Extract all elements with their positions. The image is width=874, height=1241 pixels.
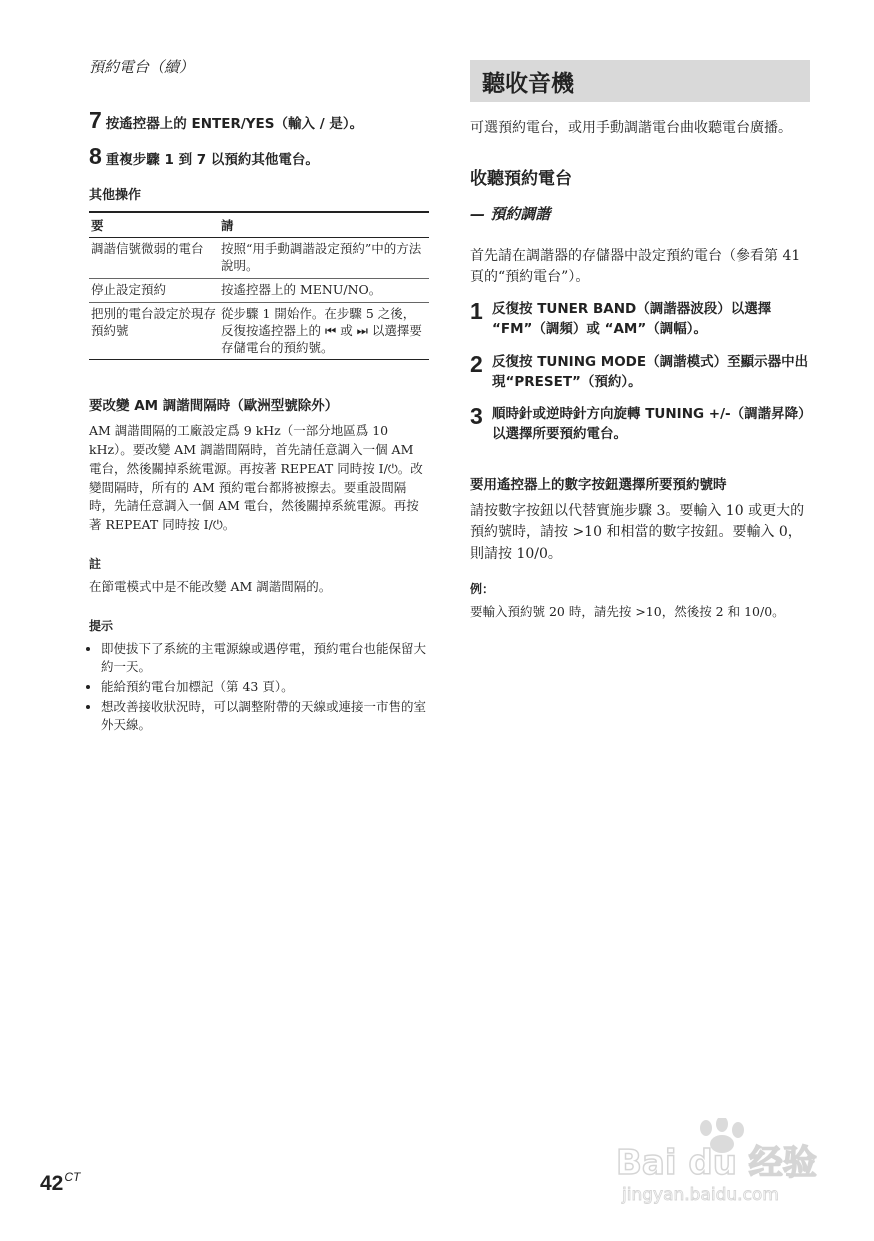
left-column xyxy=(89,56,429,736)
pre-text: 首先請在調諧器的存儲器中設定預約電台（參看第 41 頁的“預約電台”）。 xyxy=(470,247,801,286)
table-cell: 調諧信號微弱的電台 xyxy=(89,238,219,279)
table-cell: 把別的電台設定於現存預約號 xyxy=(89,302,219,360)
step-number: 1 xyxy=(470,298,483,325)
page-number xyxy=(40,1170,80,1196)
note-body: 在節電模式中是不能改變 AM 調諧間隔的。 xyxy=(89,578,332,594)
am-interval-body: AM 調諧間隔的工廠設定爲 9 kHz（一部分地區爲 10 kHz）。要改變 AM 調諧間隔時，首先請任意調入一個 AM 電台，然後關掉系統電源。再按著 REPEAT 同時按 I/⏻。改變間隔時，所有的 AM 預約電台都將被擦去。要重設間隔時，先請任意調入一個 AM 電台，然後關掉系統電源。再按著 REPEAT 同時按 I/⏻。 xyxy=(89,423,423,533)
step-number: 7 xyxy=(89,107,102,133)
step-7 xyxy=(89,109,429,135)
table-cell: 按遙控器上的 MENU/NO。 xyxy=(219,278,429,302)
right-column xyxy=(470,60,810,621)
baidu-watermark xyxy=(612,1118,832,1204)
step-1 xyxy=(470,299,810,340)
list-item: • 能給預約電台加標記（第 43 頁）。 xyxy=(101,678,429,696)
page-number-value: 42 xyxy=(40,1172,64,1195)
chapter-banner: 聽收音機 xyxy=(470,60,810,102)
table-cell: 停止設定預約 xyxy=(89,278,219,302)
step-number: 2 xyxy=(470,350,483,377)
tips-list xyxy=(89,640,429,735)
step-2 xyxy=(470,352,810,393)
table-header-row xyxy=(89,212,429,238)
am-interval-title: 要改變 AM 調諧間隔時（歐洲型號除外） xyxy=(89,398,339,415)
table-row xyxy=(89,278,429,302)
step-8 xyxy=(89,142,429,171)
numeric-buttons-body: 請按數字按鈕以代替實施步驟 3。要輸入 10 或更大的預約號時，請按 >10 和相當的數字按鈕。要輸入 0，則請按 10/0。 xyxy=(470,502,805,562)
tips-title: 提示 xyxy=(89,618,114,633)
page-number-suffix: CT xyxy=(64,1170,81,1184)
table-cell: 從步驟 1 開始作。在步驟 5 之後，反復按遙控器上的 ⏮ 或 ⏭ 以選擇要存儲電台的預約號。 xyxy=(219,302,429,360)
note-title: 註 xyxy=(89,556,102,571)
other-ops-title: 其他操作 xyxy=(89,188,142,204)
step-text: 按遙控器上的 ENTER/YES（輸入 / 是）。 xyxy=(105,116,364,132)
example-title: 例： xyxy=(470,581,495,596)
step-number: 8 xyxy=(89,142,102,169)
step-3 xyxy=(470,404,810,445)
table-header-cell: 要 xyxy=(89,212,219,238)
section-subtitle: — 預約調諧 xyxy=(470,204,551,223)
table-row xyxy=(89,238,429,279)
operations-table xyxy=(89,211,429,360)
table-header-cell: 請 xyxy=(219,212,429,238)
section-title: 收聽預約電台 xyxy=(470,168,572,189)
watermark-url: jingyan.baidu.com xyxy=(622,1185,779,1204)
table-row xyxy=(89,302,429,360)
step-text: 重複步驟 1 到 7 以預約其他電台。 xyxy=(105,151,319,168)
list-item: • 想改善接收狀況時，可以調整附帶的天線或連接一市售的室外天線。 xyxy=(101,698,429,734)
example-body: 要輸入預約號 20 時，請先按 >10，然後按 2 和 10/0。 xyxy=(470,603,785,619)
step-text: 順時針或逆時針方向旋轉 TUNING +/-（調諧昇降）以選擇所要預約電台。 xyxy=(492,406,805,443)
list-item: • 即使拔下了系統的主電源線或遇停電，預約電台也能保留大約一天。 xyxy=(101,640,429,676)
intro-text: 可選預約電台，或用手動調諧電台曲收聽電台廣播。 xyxy=(470,120,792,136)
step-number: 3 xyxy=(470,403,483,430)
table-cell: 按照“用手動調諧設定預約”中的方法說明。 xyxy=(219,238,429,279)
step-text: 反復按 TUNER BAND（調諧器波段）以選擇 “FM”（調頻）或 “AM”（調幅）。 xyxy=(492,301,772,338)
step-text: 反復按 TUNING MODE（調諧模式）至顯示器中出現“PRESET”（預約）。 xyxy=(492,353,809,390)
numeric-buttons-title: 要用遙控器上的數字按鈕選擇所要預約號時 xyxy=(470,476,727,493)
watermark-brand: Bai du 经验 xyxy=(616,1143,817,1183)
running-head: 預約電台（續） xyxy=(89,58,195,76)
